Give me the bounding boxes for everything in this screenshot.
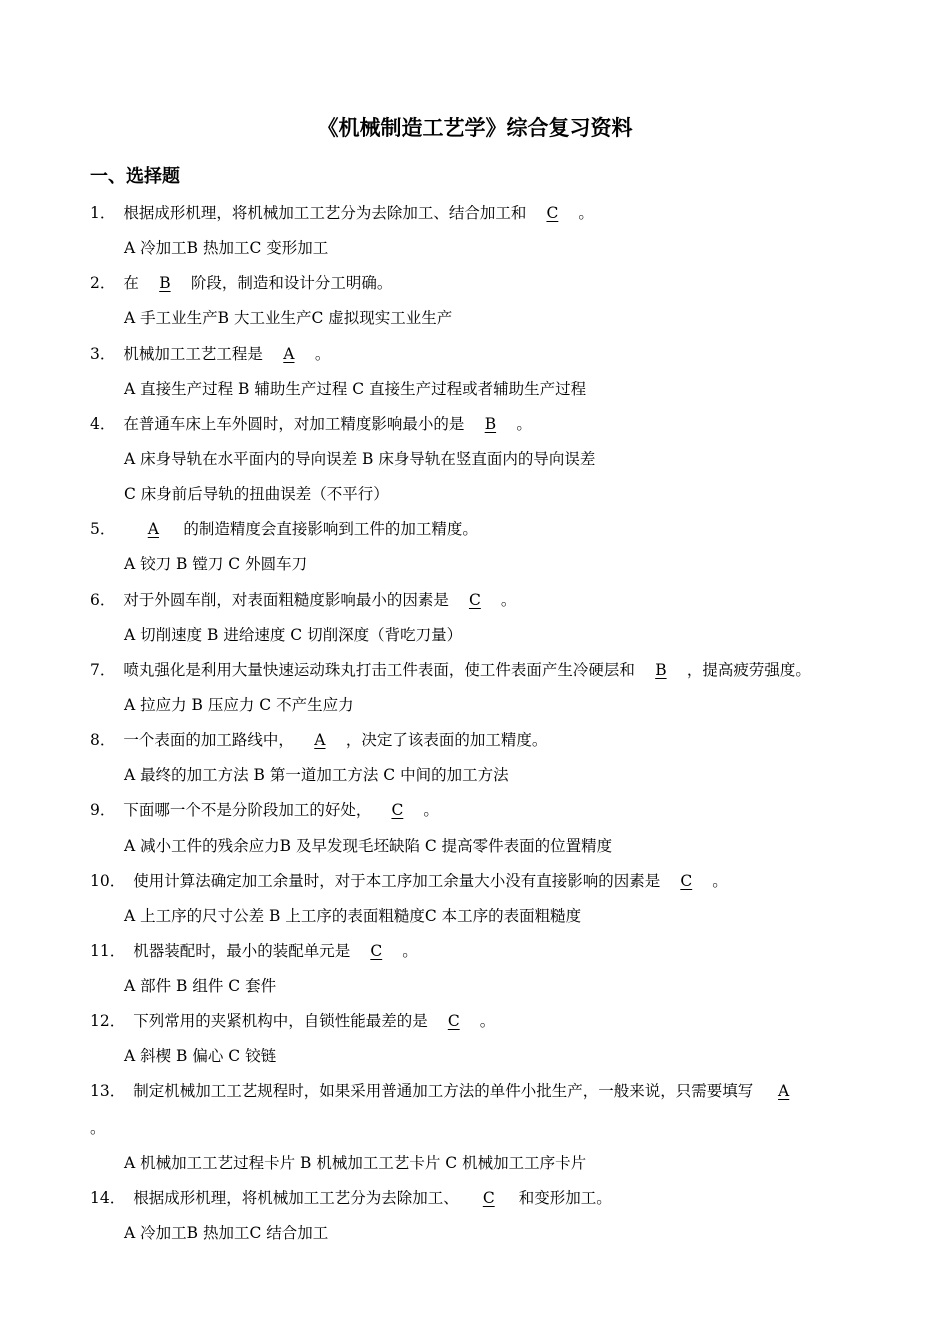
question-7-options: A 拉应力 B 压应力 C 不产生应力 — [124, 696, 354, 714]
question-text: 喷丸强化是利用大量快速运动珠丸打击工件表面，使工件表面产生冷硬层和 — [123, 661, 635, 679]
question-number: 2． — [90, 274, 116, 292]
question-text-after: 。 — [423, 801, 439, 819]
answer-blank: A — [283, 345, 295, 363]
question-11-options: A 部件 B 组件 C 套件 — [124, 977, 277, 995]
question-text-after: ，决定了该表面的加工精度。 — [345, 731, 548, 749]
question-text-after: ，提高疲劳强度。 — [686, 661, 811, 679]
question-3-options: A 直接生产过程 B 辅助生产过程 C 直接生产过程或者辅助生产过程 — [124, 380, 587, 398]
answer-blank: B — [655, 661, 667, 679]
question-7 — [90, 658, 811, 680]
question-number: 9． — [90, 801, 116, 819]
question-number: 13． — [90, 1082, 126, 1100]
answer-blank: C — [370, 942, 383, 960]
question-1-options: A 冷加工B 热加工C 变形加工 — [124, 239, 329, 257]
answer-blank: C — [447, 1012, 460, 1030]
question-4 — [90, 412, 532, 434]
answer-blank: C — [680, 872, 693, 890]
question-5-options: A 铰刀 B 镗刀 C 外圆车刀 — [124, 555, 308, 573]
question-number: 1． — [90, 204, 116, 222]
question-number: 7． — [90, 661, 116, 679]
question-text-after: 和变形加工。 — [518, 1189, 612, 1207]
answer-blank: C — [546, 204, 559, 222]
question-text-after: 。 — [516, 415, 532, 433]
question-9-options: A 减小工件的残余应力B 及早发现毛坯缺陷 C 提高零件表面的位置精度 — [124, 837, 613, 855]
question-text: 制定机械加工工艺规程时，如果采用普通加工方法的单件小批生产，一般来说，只需要填写 — [133, 1082, 754, 1100]
question-9 — [90, 798, 439, 820]
question-text: 机械加工工艺工程是 — [123, 345, 263, 363]
question-text: 下面哪一个不是分阶段加工的好处， — [123, 801, 372, 819]
question-8-options: A 最终的加工方法 B 第一道加工方法 C 中间的加工方法 — [124, 766, 509, 784]
answer-blank: A — [778, 1082, 790, 1100]
question-text: 在 — [123, 274, 139, 292]
question-13 — [90, 1079, 789, 1101]
answer-blank: C — [482, 1189, 495, 1207]
question-text-after: 。 — [314, 345, 331, 363]
document-title: 《机械制造工艺学》综合复习资料 — [317, 115, 633, 140]
question-number: 3． — [90, 345, 116, 363]
answer-blank: C — [468, 591, 481, 609]
question-text: 机器装配时，最小的装配单元是 — [133, 942, 351, 960]
question-text: 一个表面的加工路线中， — [123, 731, 294, 749]
answer-blank: C — [391, 801, 404, 819]
question-6 — [90, 588, 516, 610]
question-number: 8． — [90, 731, 116, 749]
question-8 — [90, 728, 547, 750]
question-12 — [90, 1009, 495, 1031]
question-10-options: A 上工序的尺寸公差 B 上工序的表面粗糙度C 本工序的表面粗糙度 — [124, 907, 582, 925]
question-2-options: A 手工业生产B 大工业生产C 虚拟现实工业生产 — [124, 309, 453, 327]
question-text-after: 。 — [578, 204, 594, 222]
question-number: 12． — [90, 1012, 126, 1030]
question-text: 下列常用的夹紧机构中，自锁性能最差的是 — [133, 1012, 428, 1030]
question-2 — [90, 271, 392, 293]
question-text-after: 。 — [402, 942, 418, 960]
question-text-after: 的制造精度会直接影响到工件的加工精度。 — [183, 520, 478, 538]
question-number: 6． — [90, 591, 116, 609]
question-10 — [90, 869, 728, 891]
answer-blank: B — [159, 274, 171, 292]
question-14 — [90, 1186, 612, 1208]
question-number: 14． — [90, 1189, 126, 1207]
question-3 — [90, 342, 330, 364]
question-4-options: A 床身导轨在水平面内的导向误差 B 床身导轨在竖直面内的导向误差 — [124, 450, 596, 468]
question-13-options: A 机械加工工艺过程卡片 B 机械加工工艺卡片 C 机械加工工序卡片 — [124, 1154, 587, 1172]
answer-blank: A — [147, 520, 159, 538]
question-5 — [90, 517, 478, 539]
question-text-after: 。 — [479, 1012, 496, 1030]
question-number: 4． — [90, 415, 116, 433]
section-heading: 一、选择题 — [90, 166, 180, 187]
question-1 — [90, 201, 594, 223]
question-11 — [90, 939, 418, 961]
question-number: 10． — [90, 872, 126, 890]
question-4-options-line-2: C 床身前后导轨的扭曲误差（不平行） — [124, 485, 389, 503]
question-text: 对于外圆车削，对表面粗糙度影响最小的因素是 — [123, 591, 449, 609]
question-13-trailing-punct: 。 — [90, 1119, 106, 1137]
question-text: 在普通车床上车外圆时，对加工精度影响最小的是 — [123, 415, 465, 433]
answer-blank: A — [314, 731, 326, 749]
question-text-after: 。 — [500, 591, 517, 609]
question-text: 使用计算法确定加工余量时，对于本工序加工余量大小没有直接影响的因素是 — [133, 872, 661, 890]
question-text: 根据成形机理，将机械加工工艺分为去除加工、 — [133, 1189, 459, 1207]
question-number: 5． — [90, 520, 116, 538]
question-number: 11． — [90, 942, 126, 960]
question-6-options: A 切削速度 B 进给速度 C 切削深度（背吃刀量） — [124, 626, 463, 644]
question-14-options: A 冷加工B 热加工C 结合加工 — [124, 1224, 329, 1242]
question-text: 根据成形机理，将机械加工工艺分为去除加工、结合加工和 — [123, 204, 527, 222]
question-text-after: 。 — [712, 872, 728, 890]
question-text-after: 阶段，制造和设计分工明确。 — [190, 274, 393, 292]
question-12-options: A 斜楔 B 偏心 C 铰链 — [124, 1047, 277, 1065]
answer-blank: B — [484, 415, 497, 433]
